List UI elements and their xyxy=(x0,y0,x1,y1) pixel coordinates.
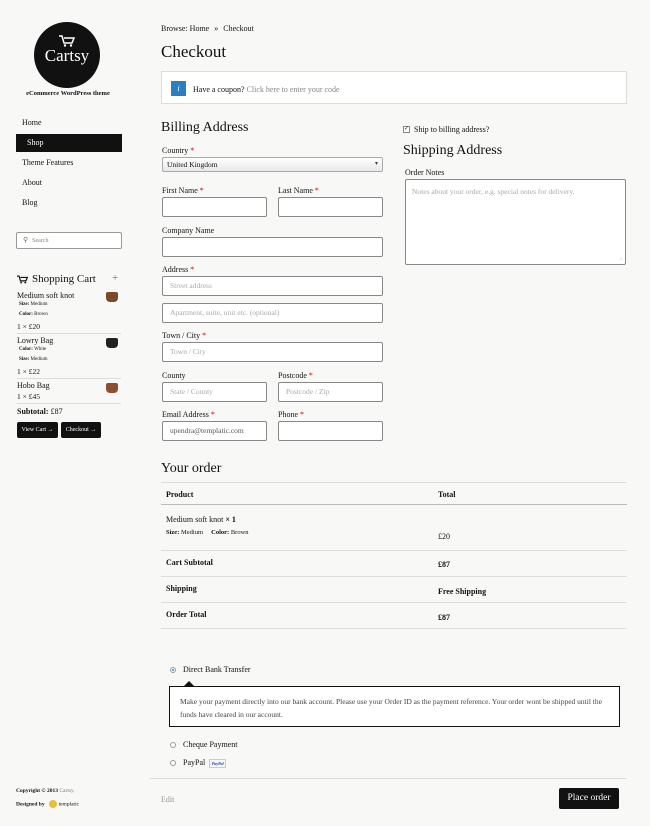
required-mark: * xyxy=(190,146,195,155)
company-label: Company Name xyxy=(162,226,215,235)
cart-toggle-icon[interactable]: + xyxy=(112,272,119,284)
required-mark: * xyxy=(202,331,207,340)
size-value: Medium xyxy=(180,529,204,536)
required-mark: * xyxy=(308,371,313,380)
cart-subtotal-label: Cart Subtotal xyxy=(166,558,213,567)
country-label-text: Country xyxy=(162,146,189,155)
email-label-text: Email Address xyxy=(162,410,209,419)
payment-description: Make your payment directly into our bank account. Please use your Order ID as the payment reference. Your order wont be shipped until the funds have cleared in our account. xyxy=(169,686,620,727)
page-title: Checkout xyxy=(161,42,227,61)
cart-item-qty: 1 × £22 xyxy=(17,367,40,376)
nav-item-about[interactable]: About xyxy=(22,178,42,187)
email-label xyxy=(162,410,215,419)
table-row-border xyxy=(161,576,627,577)
cheque-label: Cheque Payment xyxy=(183,740,238,749)
order-total-label: Order Total xyxy=(166,610,207,619)
bag-thumbnail[interactable] xyxy=(106,292,118,302)
required-mark: * xyxy=(199,186,204,195)
breadcrumb-current: Checkout xyxy=(223,24,254,33)
designer-name[interactable]: templatic xyxy=(58,801,80,808)
country-value: United Kingdom xyxy=(167,160,218,169)
paypal-radio[interactable] xyxy=(170,760,176,766)
color-label: Color: xyxy=(19,347,33,352)
billing-title: Billing Address xyxy=(161,120,249,135)
size-value: Medium xyxy=(30,357,48,362)
search-input[interactable] xyxy=(16,232,122,249)
shipping-label: Shipping xyxy=(166,584,197,593)
order-notes-label: Order Notes xyxy=(405,168,445,177)
notes-placeholder: Notes about your order, e.g. special notes for delivery. xyxy=(412,187,575,196)
info-icon: i xyxy=(171,81,186,96)
coupon-text: Have a coupon? xyxy=(193,85,245,94)
first-name-label-text: First Name xyxy=(162,186,198,195)
cheque-radio[interactable] xyxy=(170,742,176,748)
required-mark: * xyxy=(190,265,195,274)
sidebar-checkout-button[interactable]: Checkout → xyxy=(61,422,101,438)
email-field[interactable]: upendra@templatic.com xyxy=(162,421,267,441)
color-label: Color: xyxy=(19,312,33,317)
order-item-name xyxy=(166,515,236,524)
address-label xyxy=(162,265,194,274)
divider xyxy=(17,378,121,379)
copyright-link[interactable]: Cartsy. xyxy=(59,788,75,794)
town-label xyxy=(162,331,206,340)
town-field[interactable]: Town / City xyxy=(162,342,383,362)
subtotal-value: £87 xyxy=(50,407,63,416)
ship-to-billing-checkbox[interactable]: ✓ xyxy=(404,126,410,132)
copyright xyxy=(16,788,75,794)
cart-title: Shopping Cart xyxy=(32,273,96,285)
divider xyxy=(150,778,627,779)
phone-field[interactable] xyxy=(278,421,383,441)
search-placeholder: Search xyxy=(32,238,49,244)
shopping-cart-icon xyxy=(17,275,28,284)
chevron-down-icon: ▾ xyxy=(374,161,378,167)
county-field[interactable]: State / County xyxy=(162,382,267,402)
designed-by-label: Designed by xyxy=(16,801,45,808)
table-row-border xyxy=(161,550,627,551)
cart-item-qty: 1 × £45 xyxy=(17,392,40,401)
county-label: County xyxy=(162,371,186,380)
cart-item-color xyxy=(19,347,46,352)
color-value: White xyxy=(34,347,47,352)
designed-by xyxy=(16,800,79,808)
table-border xyxy=(161,482,627,483)
copyright-text: Copyright © 2013 xyxy=(16,788,58,794)
order-item-qty: × 1 xyxy=(225,515,236,524)
bag-thumbnail[interactable] xyxy=(106,383,118,393)
cart-item-color xyxy=(19,312,48,317)
country-label xyxy=(162,146,194,155)
phone-label xyxy=(278,410,304,419)
address-label-text: Address xyxy=(162,265,189,274)
col-total: Total xyxy=(438,490,456,499)
table-row-border xyxy=(161,602,627,603)
coupon-link[interactable]: Click here to enter your code xyxy=(246,85,340,94)
first-name-label xyxy=(162,186,204,195)
divider xyxy=(17,333,121,334)
order-item-name-text: Medium soft knot xyxy=(166,515,224,524)
cart-item-size xyxy=(19,357,47,362)
cart-item-qty: 1 × £20 xyxy=(17,322,40,331)
bag-thumbnail[interactable] xyxy=(106,338,118,348)
cart-subtotal xyxy=(17,407,63,416)
company-field[interactable] xyxy=(162,237,383,257)
breadcrumb-home[interactable]: Home xyxy=(189,24,210,33)
col-product: Product xyxy=(166,490,194,499)
required-mark: * xyxy=(300,410,304,419)
order-total-value: £87 xyxy=(438,613,450,622)
first-name-field[interactable] xyxy=(162,197,267,217)
nav-item-home[interactable]: Home xyxy=(22,118,42,127)
postcode-field[interactable]: Postcode / Zip xyxy=(278,382,383,402)
last-name-label xyxy=(278,186,319,195)
size-value: Medium xyxy=(30,302,48,307)
search-icon: ⚲ xyxy=(23,236,29,244)
templatic-logo-icon xyxy=(49,800,57,808)
street-address-field[interactable]: Street address xyxy=(162,276,383,296)
nav-item-theme-features[interactable]: Theme Features xyxy=(22,158,74,167)
paypal-label: PayPal xyxy=(183,758,206,767)
order-item-total: £20 xyxy=(438,532,450,541)
breadcrumb-separator: » xyxy=(214,24,219,33)
view-cart-button[interactable]: View Cart → xyxy=(17,422,58,438)
subtotal-label: Subtotal: xyxy=(17,407,49,416)
cart-item-name[interactable]: Hobo Bag xyxy=(17,381,50,390)
table-border xyxy=(161,504,627,505)
table-border xyxy=(161,628,627,629)
size-label: Size: xyxy=(19,357,30,362)
shipping-title: Shipping Address xyxy=(403,143,503,158)
color-value: Brown xyxy=(34,312,48,317)
bank-transfer-radio[interactable] xyxy=(170,667,176,673)
required-mark: * xyxy=(314,186,319,195)
last-name-label-text: Last Name xyxy=(278,186,313,195)
paypal-logo-icon: PayPal xyxy=(209,759,226,768)
divider xyxy=(17,403,121,404)
last-name-field[interactable] xyxy=(278,197,383,217)
bank-transfer-label: Direct Bank Transfer xyxy=(183,665,251,674)
phone-label-text: Phone xyxy=(278,410,298,419)
cart-item-name[interactable]: Lowry Bag xyxy=(17,336,54,345)
size-label: Size: xyxy=(19,302,30,307)
order-item-meta xyxy=(166,529,249,536)
postcode-label-text: Postcode xyxy=(278,371,307,380)
paypal-option xyxy=(183,758,226,768)
logo-text: Cartsy xyxy=(44,46,90,65)
color-label: Color: xyxy=(211,529,230,536)
country-select[interactable] xyxy=(162,157,383,172)
ship-to-billing-label: Ship to billing address? xyxy=(414,125,490,134)
cart-subtotal-value: £87 xyxy=(438,560,450,569)
site-tagline: eCommerce WordPress theme xyxy=(26,90,110,97)
site-logo[interactable] xyxy=(34,22,100,88)
breadcrumb xyxy=(161,24,254,33)
breadcrumb-prefix: Browse: xyxy=(161,24,188,33)
place-order-button[interactable]: Place order xyxy=(559,788,619,809)
nav-item-blog[interactable]: Blog xyxy=(22,198,38,207)
postcode-label xyxy=(278,371,313,380)
color-value: Brown xyxy=(230,529,249,536)
resize-handle-icon[interactable]: .: xyxy=(619,257,622,262)
town-label-text: Town / City xyxy=(162,331,201,340)
your-order-title: Your order xyxy=(161,461,222,476)
cart-item-name[interactable]: Medium soft knot xyxy=(17,291,75,300)
order-notes-textarea[interactable] xyxy=(405,179,626,265)
shipping-value: Free Shipping xyxy=(438,587,487,596)
size-label: Size: xyxy=(166,529,180,536)
nav-item-shop[interactable]: Shop xyxy=(16,134,122,152)
required-mark: * xyxy=(210,410,215,419)
coupon-notice xyxy=(161,71,627,104)
cart-item-size xyxy=(19,302,47,307)
apartment-field[interactable]: Apartment, suite, unit etc. (optional) xyxy=(162,303,383,323)
edit-link[interactable]: Edit xyxy=(161,795,175,804)
